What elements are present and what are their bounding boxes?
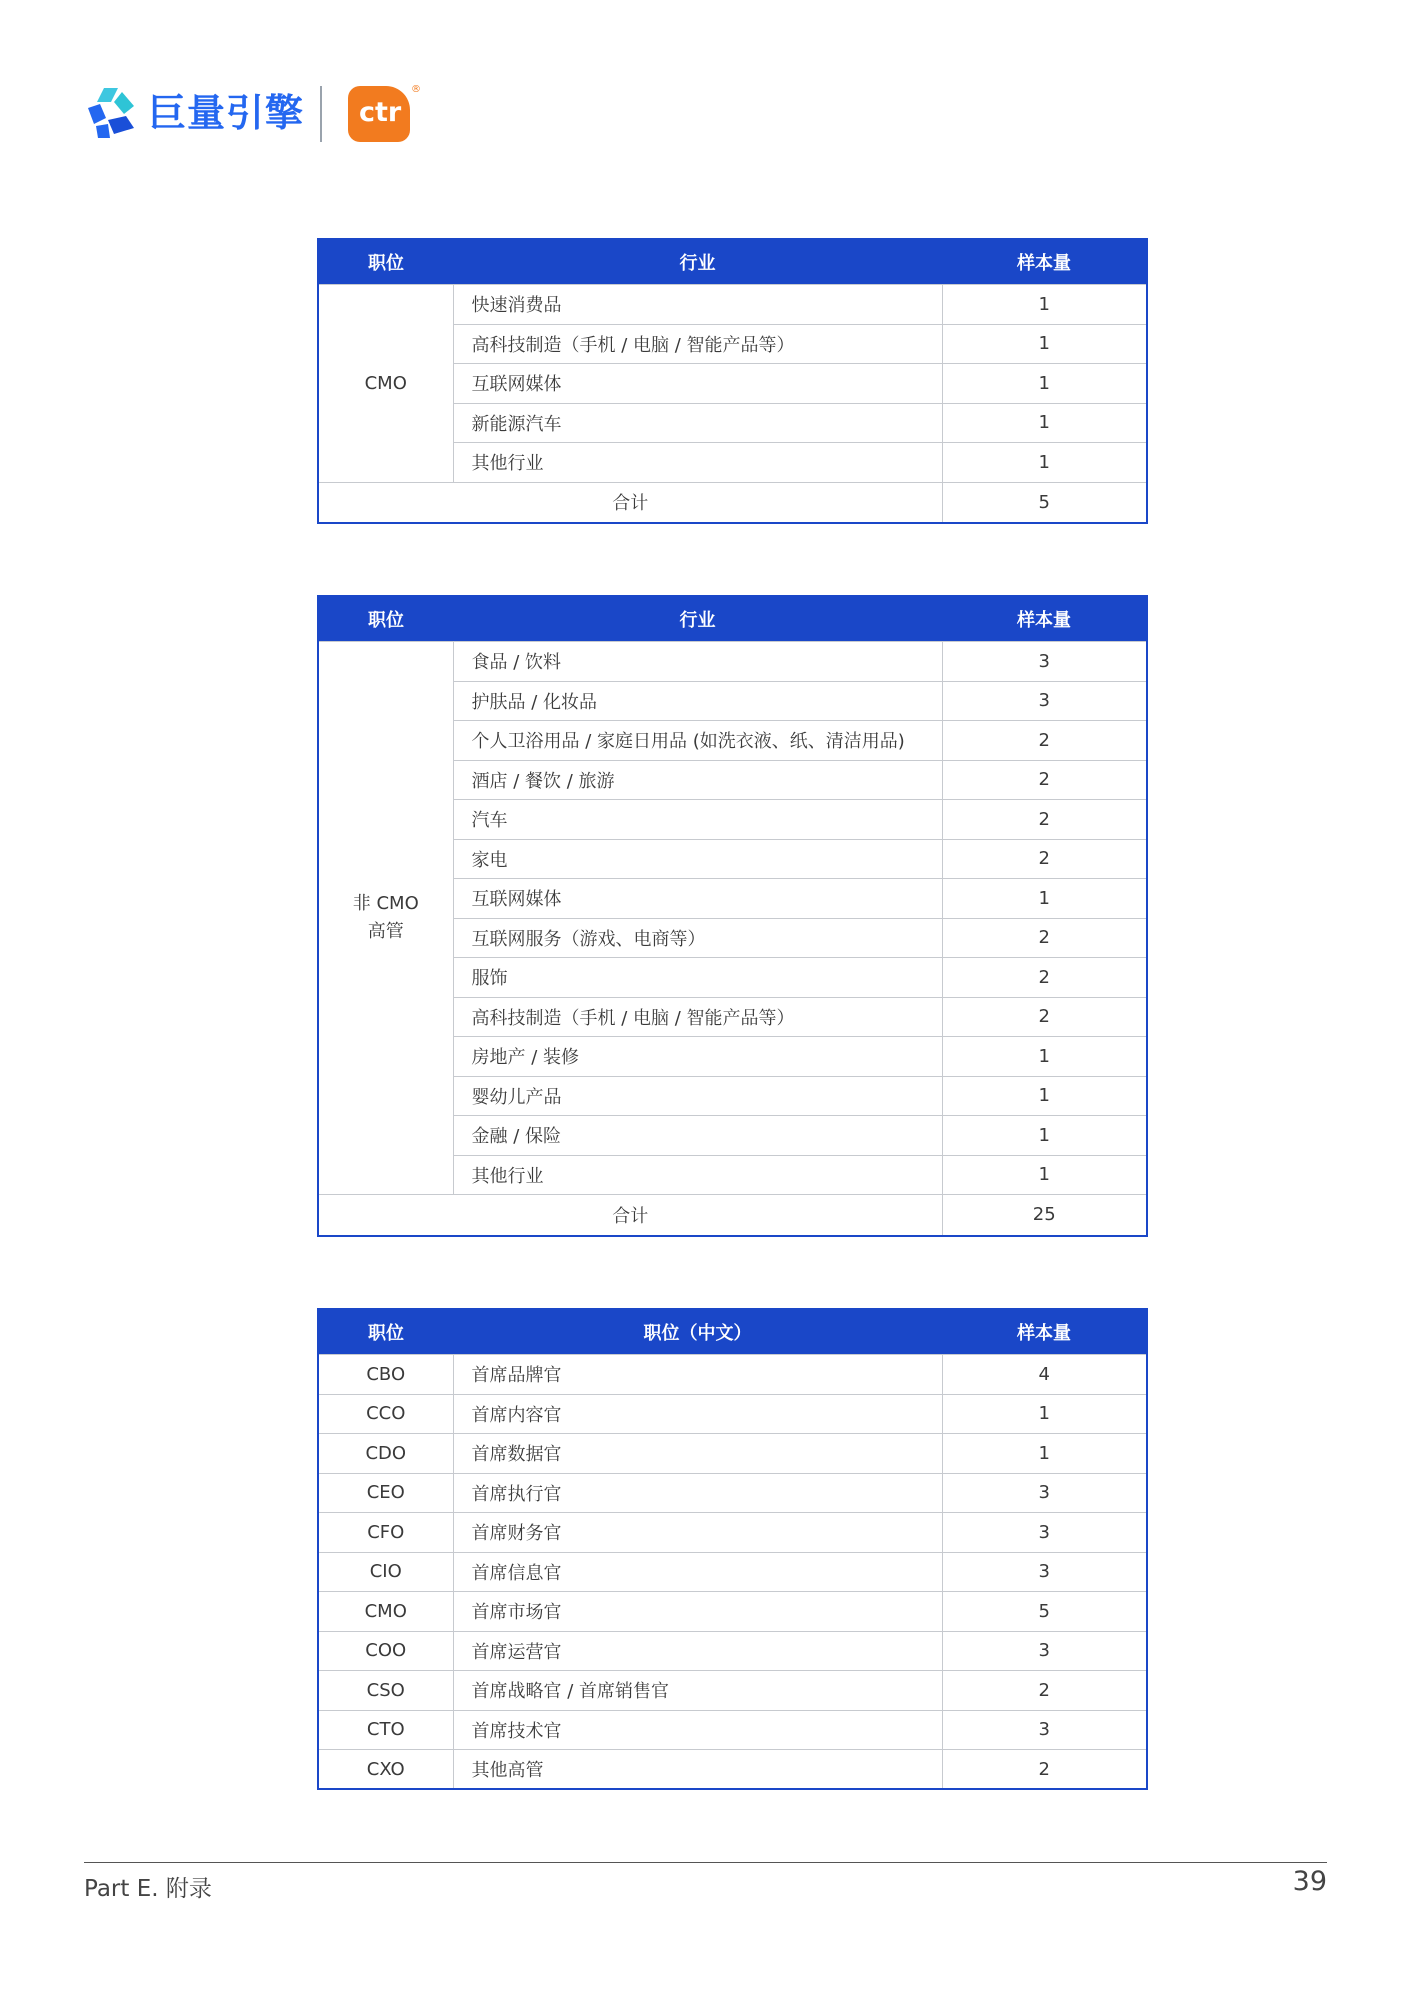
role-code-cell: CSO: [318, 1671, 453, 1711]
role-title-cell: 首席内容官: [453, 1394, 942, 1434]
sample-count-cell: 4: [942, 1355, 1147, 1395]
role-title-cell: 首席执行官: [453, 1473, 942, 1513]
sample-count-cell: 1: [942, 1155, 1147, 1195]
sample-count-cell: 1: [942, 1037, 1147, 1077]
sample-count-cell: 1: [942, 1076, 1147, 1116]
role-title-cell: 首席信息官: [453, 1552, 942, 1592]
role-code-cell: CTO: [318, 1710, 453, 1750]
industry-cell: 快速消费品: [453, 285, 942, 325]
sample-count-cell: 2: [942, 800, 1147, 840]
role-code-cell: CMO: [318, 1592, 453, 1632]
sample-count-cell: 5: [942, 1592, 1147, 1632]
brand-name: 巨量引擎: [148, 91, 305, 135]
sample-count-cell: 2: [942, 721, 1147, 761]
sample-count-cell: 3: [942, 1710, 1147, 1750]
table-row: [318, 1710, 1147, 1750]
industry-cell: 个人卫浴用品 / 家庭日用品 (如洗衣液、纸、清洁用品): [453, 721, 942, 761]
sample-count-cell: 3: [942, 681, 1147, 721]
table-row: [318, 1513, 1147, 1553]
table-row: [318, 1473, 1147, 1513]
column-header-position: 职位: [318, 239, 453, 285]
role-title-cell: 首席财务官: [453, 1513, 942, 1553]
role-title-cell: 其他高管: [453, 1750, 942, 1790]
non-cmo-industry-table: [317, 595, 1148, 1237]
industry-cell: 新能源汽车: [453, 403, 942, 443]
footer-section-label: Part E. 附录: [84, 1876, 212, 1902]
header-logos: [84, 84, 444, 144]
sample-count-cell: 1: [942, 443, 1147, 483]
sample-count-cell: 3: [942, 1473, 1147, 1513]
column-header-position: 职位: [318, 596, 453, 642]
sample-count-cell: 2: [942, 760, 1147, 800]
registered-mark: ®: [411, 84, 421, 95]
sample-count-cell: 2: [942, 1750, 1147, 1790]
position-cell: CMO: [318, 285, 453, 483]
executive-roles-table: [317, 1308, 1148, 1790]
sample-count-cell: 1: [942, 1394, 1147, 1434]
table-row: [318, 642, 1147, 682]
sample-count-cell: 1: [942, 285, 1147, 325]
role-title-cell: 首席战略官 / 首席销售官: [453, 1671, 942, 1711]
role-code-cell: CIO: [318, 1552, 453, 1592]
table-row: [318, 1552, 1147, 1592]
column-header-industry: 行业: [453, 239, 942, 285]
role-code-cell: CFO: [318, 1513, 453, 1553]
industry-cell: 护肤品 / 化妆品: [453, 681, 942, 721]
total-count: 25: [942, 1195, 1147, 1236]
logo-divider: [320, 86, 322, 142]
industry-cell: 高科技制造（手机 / 电脑 / 智能产品等）: [453, 324, 942, 364]
total-count: 5: [942, 482, 1147, 523]
sample-count-cell: 2: [942, 839, 1147, 879]
table-row: [318, 1671, 1147, 1711]
sample-count-cell: 1: [942, 1434, 1147, 1474]
column-header-sample-size: 样本量: [942, 1309, 1147, 1355]
sample-count-cell: 3: [942, 1552, 1147, 1592]
table-header-row: [318, 596, 1147, 642]
role-title-cell: 首席运营官: [453, 1631, 942, 1671]
column-header-position: 职位: [318, 1309, 453, 1355]
industry-cell: 高科技制造（手机 / 电脑 / 智能产品等）: [453, 997, 942, 1037]
table-row: [318, 285, 1147, 325]
industry-cell: 互联网媒体: [453, 879, 942, 919]
role-code-cell: CBO: [318, 1355, 453, 1395]
ctr-logo-text: ctr: [359, 97, 402, 128]
total-label: 合计: [318, 1195, 942, 1236]
sample-count-cell: 1: [942, 364, 1147, 404]
table-row: [318, 1592, 1147, 1632]
column-header-sample-size: 样本量: [942, 239, 1147, 285]
role-code-cell: CDO: [318, 1434, 453, 1474]
industry-cell: 酒店 / 餐饮 / 旅游: [453, 760, 942, 800]
column-header-industry: 行业: [453, 596, 942, 642]
sample-count-cell: 1: [942, 324, 1147, 364]
role-title-cell: 首席市场官: [453, 1592, 942, 1632]
sample-count-cell: 2: [942, 918, 1147, 958]
table-row: [318, 1434, 1147, 1474]
position-cell: 非 CMO 高管: [318, 642, 453, 1195]
industry-cell: 金融 / 保险: [453, 1116, 942, 1156]
total-row: [318, 1195, 1147, 1236]
ctr-logo-icon: [348, 86, 410, 142]
industry-cell: 家电: [453, 839, 942, 879]
industry-cell: 服饰: [453, 958, 942, 998]
industry-cell: 食品 / 饮料: [453, 642, 942, 682]
column-header-position-cn: 职位（中文）: [453, 1309, 942, 1355]
table-header-row: [318, 1309, 1147, 1355]
role-code-cell: CCO: [318, 1394, 453, 1434]
role-title-cell: 首席数据官: [453, 1434, 942, 1474]
table-row: [318, 1394, 1147, 1434]
industry-cell: 汽车: [453, 800, 942, 840]
total-label: 合计: [318, 482, 942, 523]
role-title-cell: 首席技术官: [453, 1710, 942, 1750]
role-code-cell: COO: [318, 1631, 453, 1671]
page-number: 39: [1292, 1866, 1327, 1897]
total-row: [318, 482, 1147, 523]
role-code-cell: CEO: [318, 1473, 453, 1513]
table-row: [318, 1355, 1147, 1395]
column-header-sample-size: 样本量: [942, 596, 1147, 642]
sample-count-cell: 1: [942, 403, 1147, 443]
industry-cell: 其他行业: [453, 443, 942, 483]
table-row: [318, 1631, 1147, 1671]
footer-divider: [84, 1862, 1327, 1863]
industry-cell: 其他行业: [453, 1155, 942, 1195]
cmo-industry-table: [317, 238, 1148, 524]
sample-count-cell: 2: [942, 997, 1147, 1037]
sample-count-cell: 2: [942, 958, 1147, 998]
role-title-cell: 首席品牌官: [453, 1355, 942, 1395]
table-header-row: [318, 239, 1147, 285]
sample-count-cell: 1: [942, 879, 1147, 919]
sample-count-cell: 3: [942, 642, 1147, 682]
sample-count-cell: 3: [942, 1631, 1147, 1671]
industry-cell: 互联网服务（游戏、电商等）: [453, 918, 942, 958]
role-code-cell: CXO: [318, 1750, 453, 1790]
table-row: [318, 1750, 1147, 1790]
sample-count-cell: 3: [942, 1513, 1147, 1553]
sample-count-cell: 2: [942, 1671, 1147, 1711]
industry-cell: 互联网媒体: [453, 364, 942, 404]
ocean-engine-logo-icon: [84, 84, 142, 142]
sample-count-cell: 1: [942, 1116, 1147, 1156]
industry-cell: 婴幼儿产品: [453, 1076, 942, 1116]
industry-cell: 房地产 / 装修: [453, 1037, 942, 1077]
